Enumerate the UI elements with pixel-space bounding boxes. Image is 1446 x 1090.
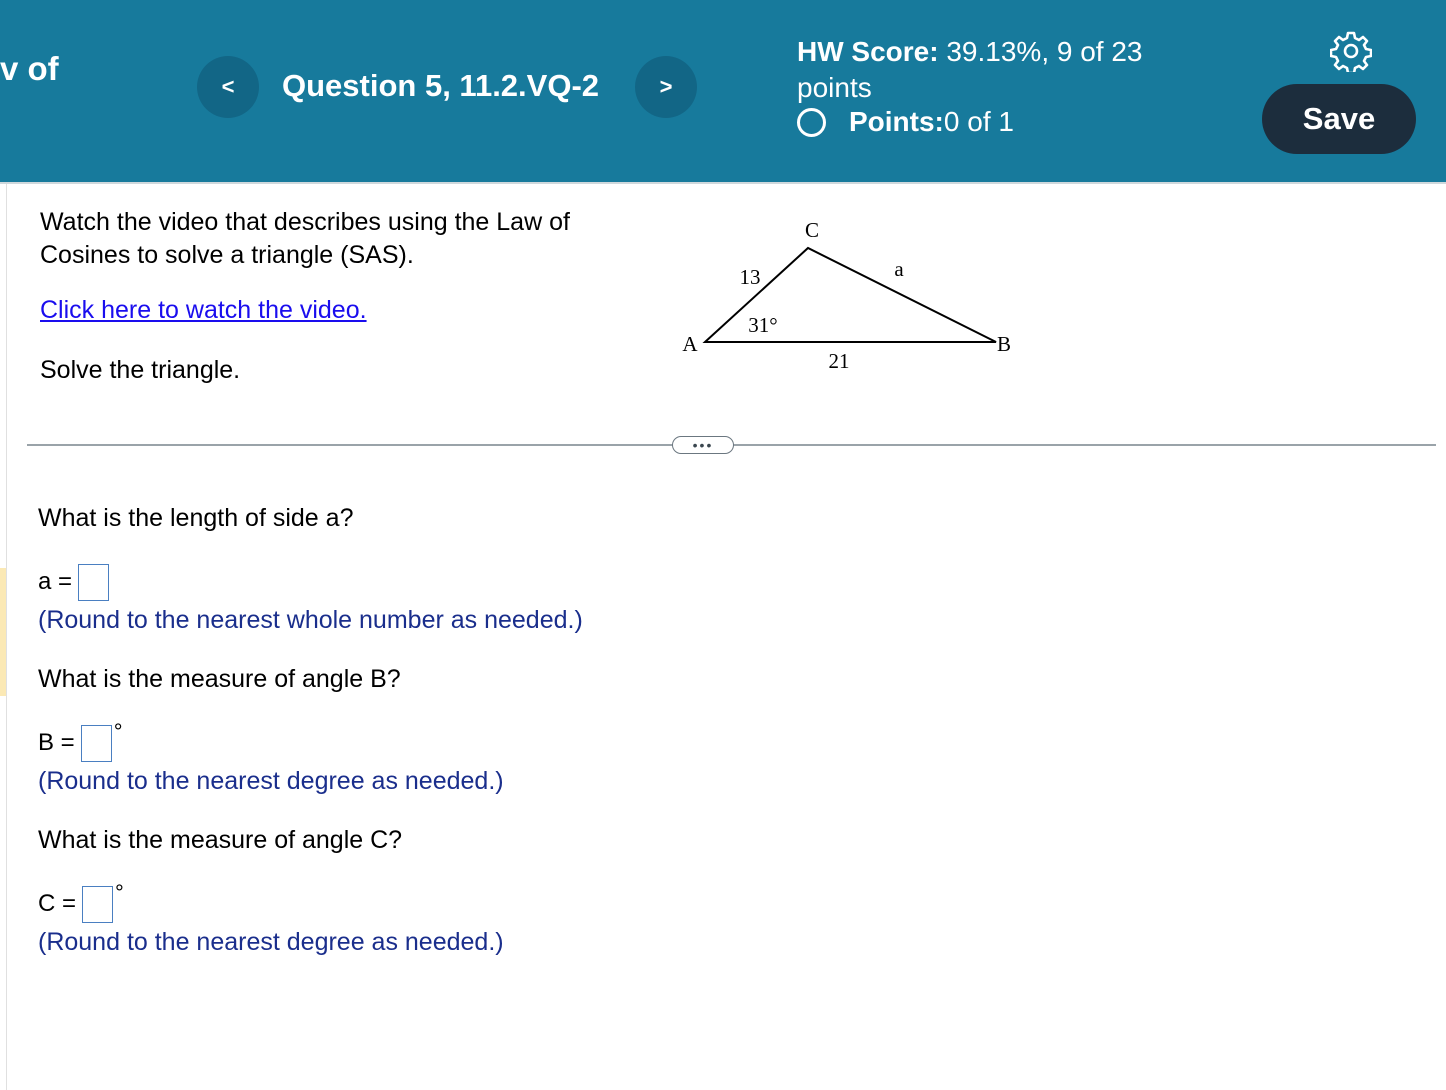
- gear-icon[interactable]: [1330, 30, 1372, 72]
- question-title: Question 5, 11.2.VQ-2: [282, 68, 600, 103]
- degree-symbol: °: [115, 880, 124, 905]
- answer-b-label: B =: [38, 729, 75, 756]
- answer-row-b: [38, 719, 123, 762]
- side-ab-label: 21: [828, 349, 850, 373]
- question-1-hint: (Round to the nearest whole number as needed.): [38, 606, 583, 634]
- answer-row-c: [38, 880, 124, 923]
- points-status: [797, 106, 1014, 138]
- vertex-a-label: A: [682, 332, 698, 356]
- problem-intro: Watch the video that describes using the Law of Cosines to solve a triangle (SAS).: [40, 208, 570, 269]
- active-part-marker: [0, 568, 6, 696]
- points-value: 0 of 1: [943, 106, 1014, 137]
- side-bc-label: a: [894, 257, 904, 281]
- side-ac-label: 13: [739, 265, 761, 289]
- answer-c-input[interactable]: [82, 886, 113, 923]
- question-2-prompt: What is the measure of angle B?: [38, 665, 401, 693]
- question-1-prompt: What is the length of side a?: [38, 504, 354, 532]
- chevron-left-icon: <: [221, 74, 235, 99]
- answer-a-input[interactable]: [78, 564, 109, 601]
- answer-row-a: [38, 564, 109, 601]
- previous-question-button[interactable]: [197, 56, 259, 118]
- answer-b-input[interactable]: [81, 725, 112, 762]
- vertex-b-label: B: [996, 332, 1012, 356]
- header-divider: [0, 182, 1446, 184]
- hw-score-label: HW Score:: [797, 36, 939, 67]
- hw-score-value: 39.13%, 9 of 23 points: [797, 36, 1143, 103]
- vertex-c-label: C: [804, 218, 820, 242]
- back-link-fragment[interactable]: v of: [0, 50, 59, 87]
- answer-c-label: C =: [38, 890, 77, 917]
- save-button[interactable]: Save: [1262, 84, 1416, 154]
- triangle-figure: [660, 200, 1060, 390]
- question-3-hint: (Round to the nearest degree as needed.): [38, 928, 504, 956]
- degree-symbol: °: [113, 719, 123, 744]
- watch-video-link[interactable]: Click here to watch the video.: [40, 296, 367, 324]
- question-2-hint: (Round to the nearest degree as needed.): [38, 767, 504, 795]
- chevron-right-icon: >: [659, 74, 673, 99]
- expand-button[interactable]: •••: [672, 436, 734, 454]
- question-3-prompt: What is the measure of angle C?: [38, 826, 403, 854]
- hw-score: [797, 34, 1197, 106]
- angle-a-label: 31°: [748, 313, 778, 337]
- problem-instruction: Solve the triangle.: [40, 356, 241, 384]
- status-circle-icon: [797, 108, 826, 137]
- points-label: Points:: [849, 106, 944, 137]
- answer-a-label: a =: [38, 568, 73, 595]
- next-question-button[interactable]: [635, 56, 697, 118]
